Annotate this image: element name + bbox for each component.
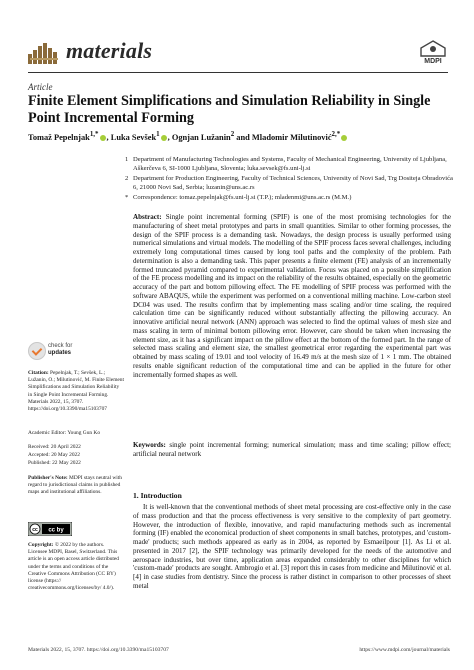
mdpi-logo-icon — [418, 40, 448, 68]
citation-text: Pepelnjak, T.; Sevšek, L.; Lužanin, O.; Milutinović, M. Finite Element Simplifications and Simulation Reliability in Single Point Incremental Forming. Materials 2022, 15, 3707. https://doi.org/10.3390/ma15103707 — [28, 370, 124, 413]
check-for-updates-badge[interactable] — [28, 340, 98, 362]
footer-citation[interactable]: Materials 2022, 15, 3707. https://doi.org/10.3390/ma15103707 — [28, 647, 169, 653]
author-name: Tomaž Pepelnjak — [28, 132, 90, 142]
materials-logo-icon — [28, 40, 62, 66]
publisher-note-text: MDPI stays neutral with regard to jurisdictional claims in published maps and institutional affiliations. — [28, 475, 122, 496]
published-date: Published: 22 May 2022 — [28, 460, 81, 466]
copyright-text: © 2022 by the authors. Licensee MDPI, Basel, Switzerland. This article is an open access article distributed under the terms and conditions of the Creative Commons Attribution (CC BY) license (https:// creativecommons.org/licenses/by/ 4.0/). — [28, 542, 120, 592]
copyright-label: Copyright: — [28, 542, 54, 548]
orcid-icon[interactable] — [161, 135, 167, 141]
affiliation-number: * — [125, 194, 129, 201]
publisher-note — [28, 475, 124, 497]
affiliation-2 — [125, 175, 453, 193]
paper-title: Finite Element Simplifications and Simulation Reliability in Single Point Incremental Forming — [28, 93, 431, 126]
keywords-label: Keywords: — [133, 441, 166, 449]
abstract-text: Single point incremental forming (SPIF) is one of the most promising technologies for the manufacturing of sheet metal prototypes and parts in small quantities. Similar to other forming processes, the design of the SPIF process is a demanding task. Nowadays, the design process is usually performed using numerical simulations and virtual models. The modelling of the SPIF process faces several challenges, including extremely long computational times caused by long tool paths and the complexity of the problem. Path determination is also a demanding task. This paper presents a finite element (FE) analysis of an incrementally formed truncated pyramid compared to experimental validation. Focus was placed on a possible simplification of the FE process modelling and its impact on the reliability of the results obtained, especially on the geometric accuracy of the part and bottom pillowing effect. The FE modelling of SPIF process was performed with the software ABAQUS, while the experiment was performed on a conventional milling machine. Low-carbon steel DC04 was used. The results confirm that by implementing mass scaling and/or time scaling, the required calculation time can be significantly reduced without substantially affecting the pillowing accuracy. An innovative artificial neural network (ANN) approach was selected to find the optimal values of mesh size and mass scaling in term of minimal bottom pillowing error. However, care should be taken when increasing the element size, as it has a significant impact on the pillow effect at the bottom of the formed part. In the range of selected mass scaling and element size, the smallest geometrical error regarding the experimental part was obtained by mass scaling of 19.01 and tool velocity of 16.49 m/s at the mesh size of 1 × 1 mm. The obtained results enable significant reduction of the computational time and can be applied in the future for other incrementally formed shapes as well. — [133, 213, 451, 379]
accepted-date: Accepted: 20 May 2022 — [28, 452, 80, 458]
received-date: Received: 20 April 2022 — [28, 444, 81, 450]
author-affiliation-sup: 2 — [230, 130, 235, 138]
citation-block — [28, 370, 124, 413]
article-type: Article — [28, 82, 53, 92]
author-name: Luka Sevšek — [110, 132, 157, 142]
intro-paragraph: It is well-known that the conventional methods of sheet metal processing are cost-effective only in the case of mass production and that the process effectiveness is very sensitive to the complexity of part geometry. However, the introduction of flexible, innovative, and rapid manufacturing methods such as incremental forming (IF) enabled the economical production of sheet components in small batches, prototypes, and 'custom-made' products; such methods appeared as early as in 2004, as reported by Esmaeilpour [1]. As Li et al. presented in 2017 [2], the SPIF technology was primarily developed for the needs of the automotive and aerospace industries, but over time, application areas expanded considerably to other disciplines for which 'custom-made' products are sought. Ambrogio et al. [3] report this in cases from medicine and Milutinović et al. [4] in case studies from dentistry. Since the process is rather distinct in comparison to other processes of sheet metal — [133, 503, 451, 590]
author-affiliation-sup: 2,* — [331, 130, 341, 138]
publisher-note-label: Publisher's Note: — [28, 475, 68, 481]
author-name: Ognjan Lužanin — [171, 132, 231, 142]
orcid-icon[interactable] — [341, 135, 347, 141]
keywords — [133, 441, 451, 459]
orcid-icon[interactable] — [100, 135, 106, 141]
section-heading: 1. Introduction — [133, 491, 182, 500]
creative-commons-icon[interactable] — [28, 522, 72, 536]
cc-by-label: cc by — [48, 527, 64, 534]
affiliation-number: 2 — [125, 175, 129, 182]
check-updates-icon — [28, 342, 46, 360]
check-updates-label: check for updates — [48, 343, 73, 356]
author-name: Mladomir Milutinović — [251, 132, 332, 142]
header-rule — [28, 72, 448, 73]
author-affiliation-sup: 1,* — [89, 130, 99, 138]
abstract — [133, 213, 451, 379]
affiliation-text: Department of Manufacturing Technologies and Systems, Faculty of Mechanical Engineering, University of Ljubljana, Aškerčeva 6, SI-1000 Ljubljana, Slovenia; luka.sevsek@fs.uni-lj.si — [133, 156, 447, 172]
academic-editor: Academic Editor: Young Gun Ko — [28, 430, 101, 436]
author-list: Tomaž Pepelnjak$^{1,*}$ , Luka Sevšek$^1$ , Ognjan Lužanin$^2$ and Mladomir Milutinović$^{2,*}$ — [28, 130, 458, 142]
footer-journal-url[interactable]: https://www.mdpi.com/journal/materials — [359, 647, 450, 653]
correspondence-text: Correspondence: tomaz.pepelnjak@fs.uni-lj.si (T.P.); mladenmi@uns.ac.rs (M.M.) — [133, 194, 352, 201]
correspondence — [125, 194, 453, 203]
journal-name: materials — [66, 38, 153, 63]
author-affiliation-sup: 1 — [156, 130, 160, 138]
svg-text:cc: cc — [32, 527, 38, 533]
affiliation-text: Department for Production Engineering, Faculty of Technical Sciences, University of Novi Sad, Trg Dositeja Obradovića 6, 21000 Novi Sad, Serbia; luzanin@uns.ac.rs — [133, 175, 453, 191]
keywords-text: single point incremental forming; numerical simulation; mass and time scaling; pillow effect; artificial neural network — [133, 441, 451, 458]
affiliation-1 — [125, 156, 453, 174]
introduction-text — [133, 503, 451, 591]
affiliation-number: 1 — [125, 156, 129, 163]
publisher-name: MDPI — [424, 58, 442, 65]
abstract-label: Abstract: — [133, 213, 162, 221]
copyright-block — [28, 542, 124, 592]
citation-label: Citation: — [28, 370, 49, 376]
